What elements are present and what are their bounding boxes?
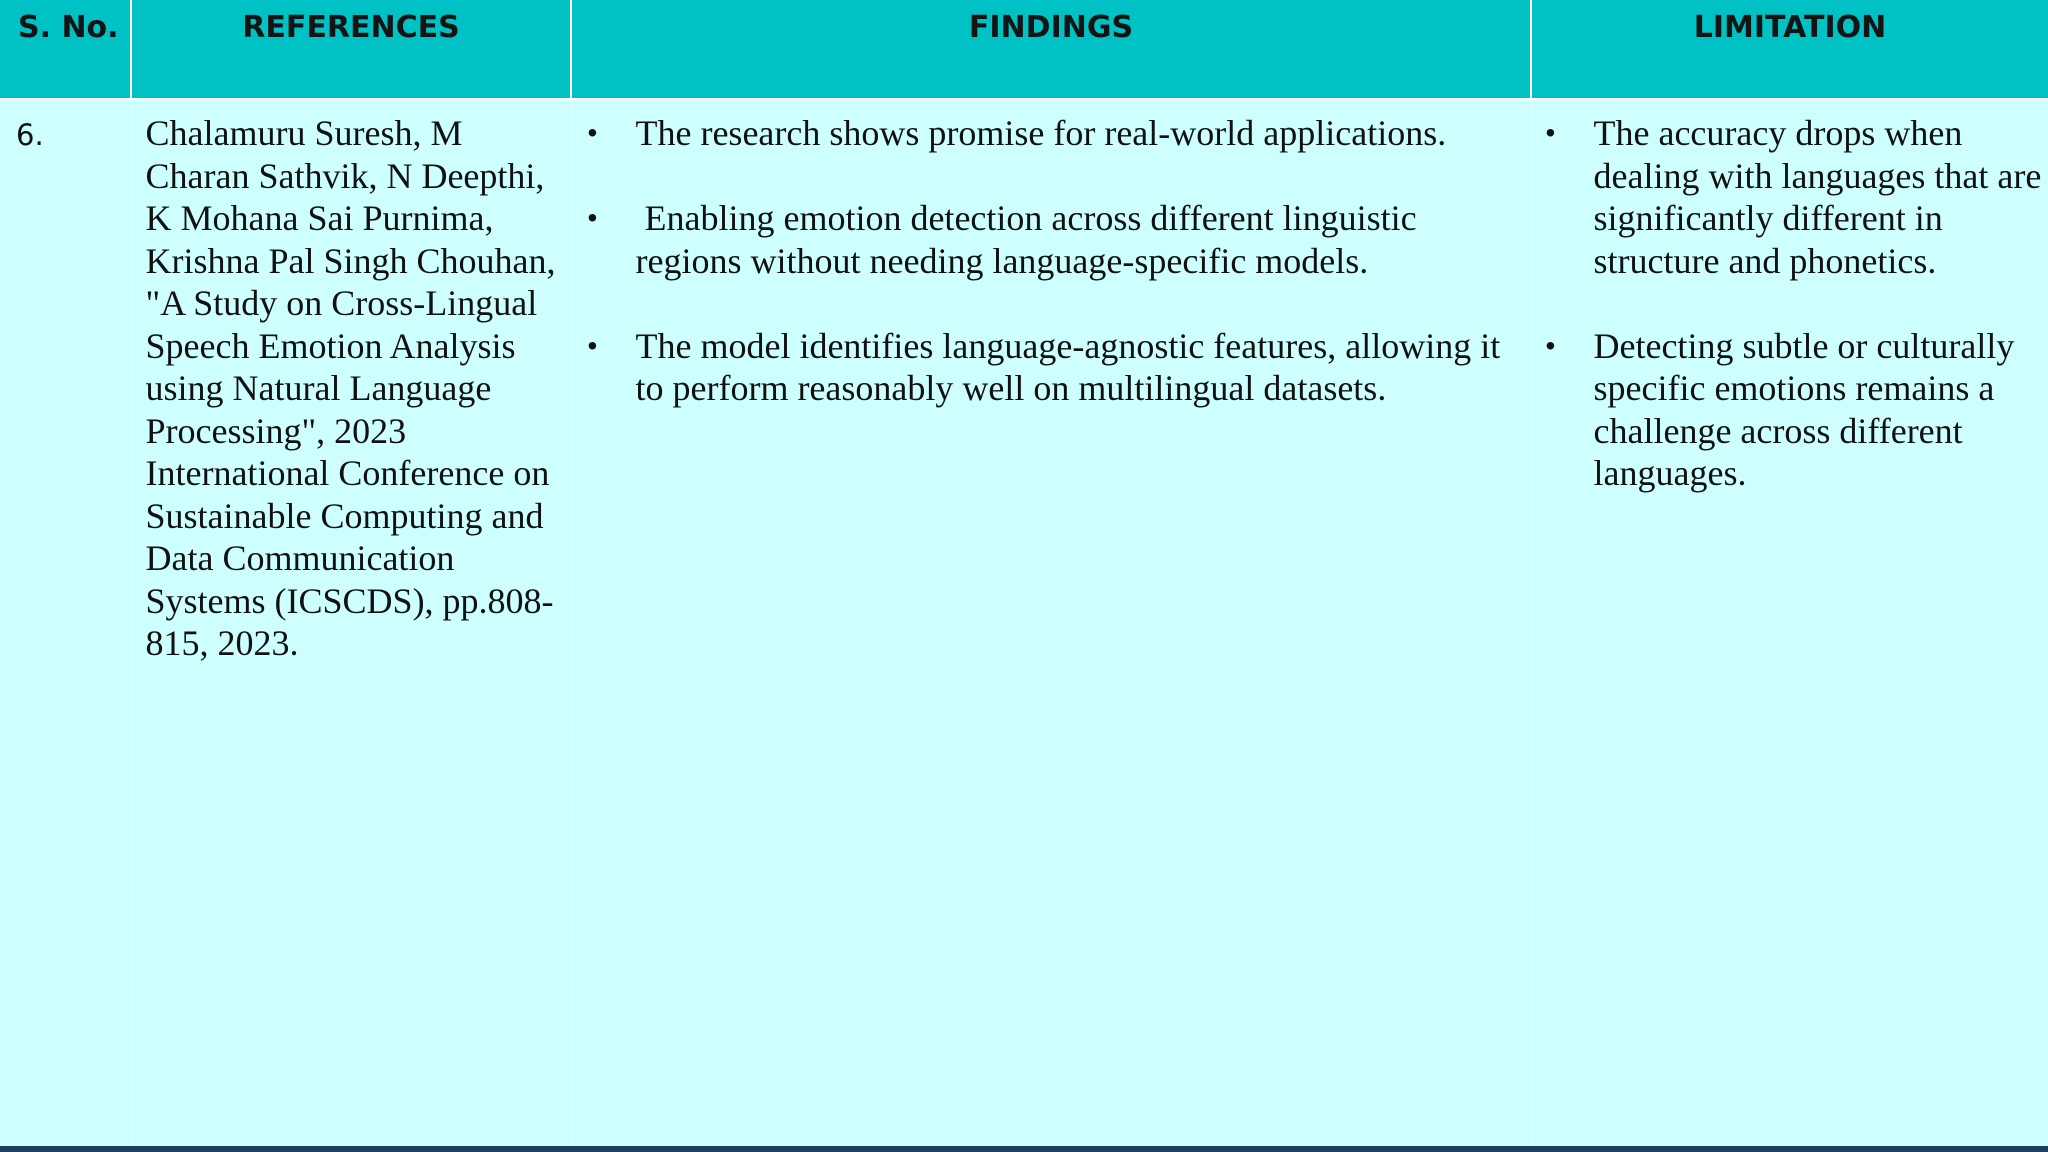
limitation-text: The accuracy drops when dealing with languages that are significantly different in structure and phonetics. [1593,113,2042,281]
limitation-item [1544,112,2043,282]
limitation-text: Detecting subtle or culturally specific emotions remains a challenge across different languages. [1593,325,2015,493]
cell-findings [571,99,1531,1146]
findings-item [586,112,1521,155]
bottom-bar [0,1146,2048,1152]
header-references: REFERENCES [131,0,571,99]
bullet-icon: • [587,329,598,361]
header-findings: FINDINGS [571,0,1531,99]
findings-text: Enabling emotion detection across different linguistic regions without needing language-specific models. [635,198,1426,281]
cell-sno: 6. [0,99,131,1146]
bullet-icon: • [587,202,598,233]
header-row [0,0,2048,99]
bullet-icon: • [1545,117,1556,148]
cell-limitation [1531,99,2048,1146]
header-sno: S. No. [0,0,131,99]
bullet-icon: • [587,117,598,148]
limitation-item [1544,325,2043,495]
findings-item [586,325,1521,410]
limitation-list [1544,112,2043,495]
findings-item [586,197,1521,282]
cell-reference: Chalamuru Suresh, M Charan Sathvik, N Deepthi, K Mohana Sai Purnima, Krishna Pal Singh Chouhan, "A Study on Cross-Lingual Speech Emotion Analysis using Natural Language Processing", 2023 International Conference on Sustainable Computing and Data Communication Systems (ICSCDS), pp.808-815, 2023. [131,99,571,1146]
table-row [0,99,2048,1146]
header-limitation: LIMITATION [1531,0,2048,99]
findings-list [586,112,1521,410]
bullet-icon: • [1545,329,1556,361]
findings-text: The research shows promise for real-world applications. [635,113,1447,153]
findings-text: The model identifies language-agnostic features, allowing it to perform reasonably well on multilingual datasets. [635,325,1501,408]
